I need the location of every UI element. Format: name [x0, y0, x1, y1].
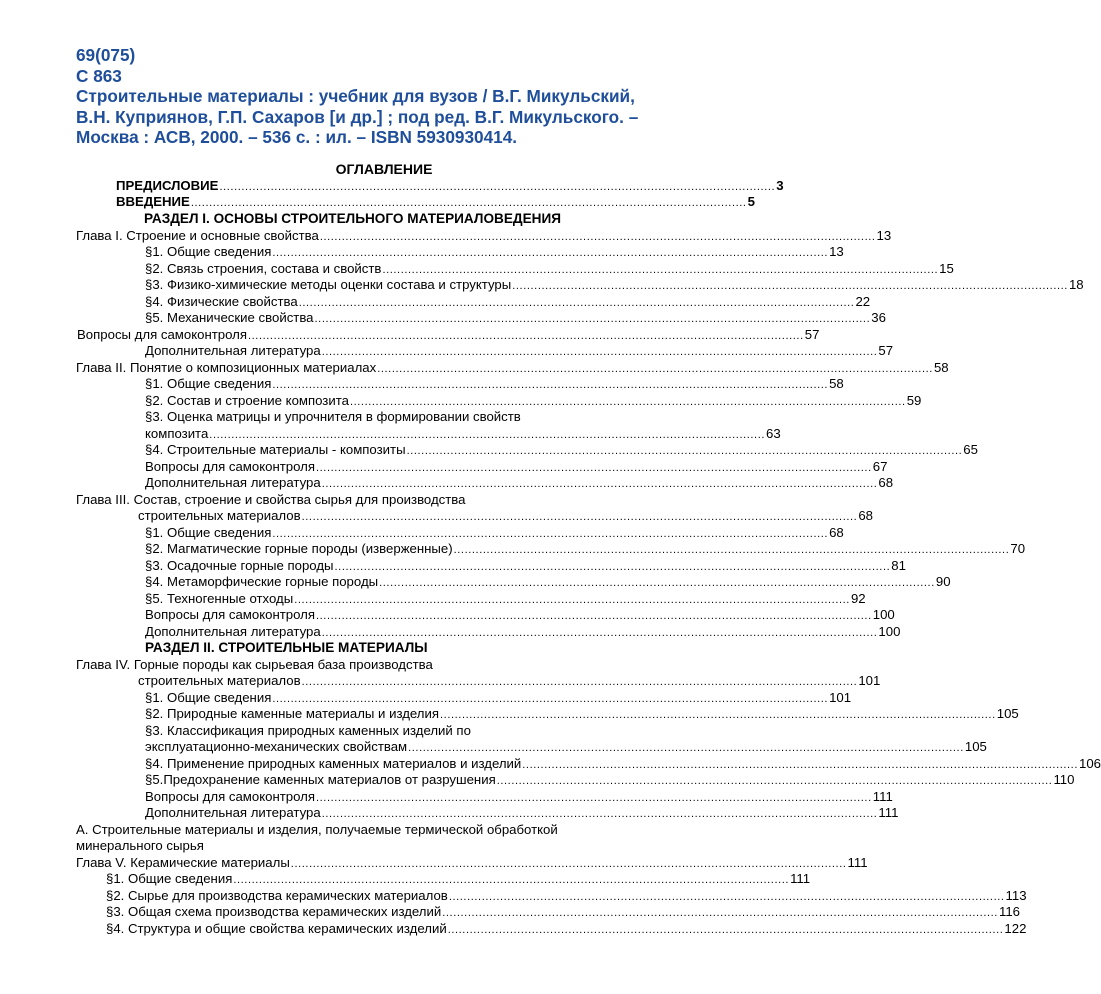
toc-entry: ПРЕДИСЛОВИЕ ........................................................................................................................................................ 3	[116, 178, 784, 193]
section-heading: РАЗДЕЛ II. СТРОИТЕЛЬНЫЕ МАТЕРИАЛЫ	[145, 640, 428, 655]
toc-entry: Вопросы для самоконтроля ........................................................................................................................................................ 111	[145, 789, 893, 804]
toc-entry: §5.Предохранение каменных материалов от разрушения ........................................................................................................................................................ 110	[145, 772, 1075, 787]
toc-entry: §4. Структура и общие свойства керамических изделий ........................................................................................................................................................ 122	[106, 921, 1027, 936]
toc-entry: ВВЕДЕНИЕ ........................................................................................................................................................ 5	[116, 194, 755, 209]
toc-entry: §4. Строительные материалы - композиты ........................................................................................................................................................ 65	[145, 442, 978, 457]
toc-chapter: Глава II. Понятие о композиционных материалах ........................................................................................................................................................ 58	[76, 360, 949, 375]
citation-line-3: Москва : АСВ, 2000. – 536 с. : ил. – ISBN 5930930414.	[76, 127, 518, 148]
toc-title: ОГЛАВЛЕНИЕ	[335, 161, 433, 177]
toc-entry: §5. Техногенные отходы ........................................................................................................................................................ 92	[145, 591, 866, 606]
toc-entry-line: §3. Классификация природных каменных изделий по	[145, 723, 471, 738]
section-heading: РАЗДЕЛ I. ОСНОВЫ СТРОИТЕЛЬНОГО МАТЕРИАЛОВЕДЕНИЯ	[144, 211, 562, 226]
toc-chapter: строительных материалов ........................................................................................................................................................ 68	[138, 508, 874, 523]
toc-entry: композита ........................................................................................................................................................ 63	[145, 426, 781, 441]
toc-entry: Дополнительная литература ........................................................................................................................................................ 100	[145, 624, 901, 639]
bibliographic-header	[76, 45, 696, 148]
toc-chapter: Глава I. Строение и основные свойства ........................................................................................................................................................ 13	[76, 228, 892, 243]
toc-part-line: минерального сырья	[76, 838, 204, 853]
toc-chapter: строительных материалов ........................................................................................................................................................ 101	[138, 673, 881, 688]
toc-entry: §1. Общие сведения ........................................................................................................................................................ 101	[145, 690, 852, 705]
toc-entry: Дополнительная литература ........................................................................................................................................................ 68	[145, 475, 894, 490]
toc-entry: §3. Физико-химические методы оценки состава и структуры ........................................................................................................................................................ 18	[145, 277, 1084, 292]
toc-entry: §2. Магматические горные породы (изверженные) ........................................................................................................................................................ 70	[145, 541, 1026, 556]
toc-entry: §5. Механические свойства ........................................................................................................................................................ 36	[145, 310, 886, 325]
toc-entry: §2. Сырье для производства керамических материалов ........................................................................................................................................................ 113	[106, 888, 1027, 903]
toc-entry: §1. Общие сведения ........................................................................................................................................................ 58	[145, 376, 844, 391]
toc-entry: Дополнительная литература ........................................................................................................................................................ 57	[145, 343, 894, 358]
toc-entry: §1. Общие сведения ........................................................................................................................................................ 111	[106, 871, 811, 886]
toc-entry: §4. Физические свойства ........................................................................................................................................................ 22	[145, 294, 871, 309]
toc-entry: §1. Общие сведения ........................................................................................................................................................ 13	[145, 244, 844, 259]
toc-part-line: А. Строительные материалы и изделия, получаемые термической обработкой	[76, 822, 558, 837]
toc-entry: §4. Метаморфические горные породы ........................................................................................................................................................ 90	[145, 574, 951, 589]
toc-entry-line: §3. Оценка матрицы и упрочнителя в формировании свойств	[145, 409, 521, 424]
toc-entry: Вопросы для самоконтроля ........................................................................................................................................................ 67	[145, 459, 888, 474]
toc-chapter-line: Глава IV. Горные породы как сырьевая база производства	[76, 657, 433, 672]
toc-entry: §2. Природные каменные материалы и изделия ........................................................................................................................................................ 105	[145, 706, 1019, 721]
citation-line-2: В.Н. Куприянов, Г.П. Сахаров [и др.] ; под ред. В.Г. Микульского. –	[76, 106, 639, 127]
toc-chapter: Глава V. Керамические материалы ........................................................................................................................................................ 111	[76, 855, 868, 870]
toc-entry: §2. Состав и строение композита ........................................................................................................................................................ 59	[145, 393, 922, 408]
citation-line-1: Строительные материалы : учебник для вузов / В.Г. Микульский,	[76, 86, 635, 107]
toc-entry: §3. Осадочные горные породы ........................................................................................................................................................ 81	[145, 558, 906, 573]
toc-chapter-line: Глава III. Состав, строение и свойства сырья для производства	[76, 492, 466, 507]
udc-code: 69(075)	[76, 45, 136, 65]
toc-entry: Дополнительная литература ........................................................................................................................................................ 111	[145, 805, 899, 820]
toc-entry: Вопросы для самоконтроля ........................................................................................................................................................ 100	[145, 607, 895, 622]
toc-entry: §2. Связь строения, состава и свойств ........................................................................................................................................................ 15	[145, 261, 954, 276]
toc-entry: §4. Применение природных каменных материалов и изделий ........................................................................................................................................................ 106	[145, 756, 1101, 771]
toc-entry: §3. Общая схема производства керамических изделий ........................................................................................................................................................ 116	[106, 904, 1020, 919]
toc-entry: эксплуатационно-механических свойствам ........................................................................................................................................................ 105	[145, 739, 987, 754]
toc-entry: Вопросы для самоконтроля ........................................................................................................................................................ 57	[77, 327, 820, 342]
author-mark: С 863	[76, 65, 122, 86]
toc-entry: §1. Общие сведения ........................................................................................................................................................ 68	[145, 525, 844, 540]
